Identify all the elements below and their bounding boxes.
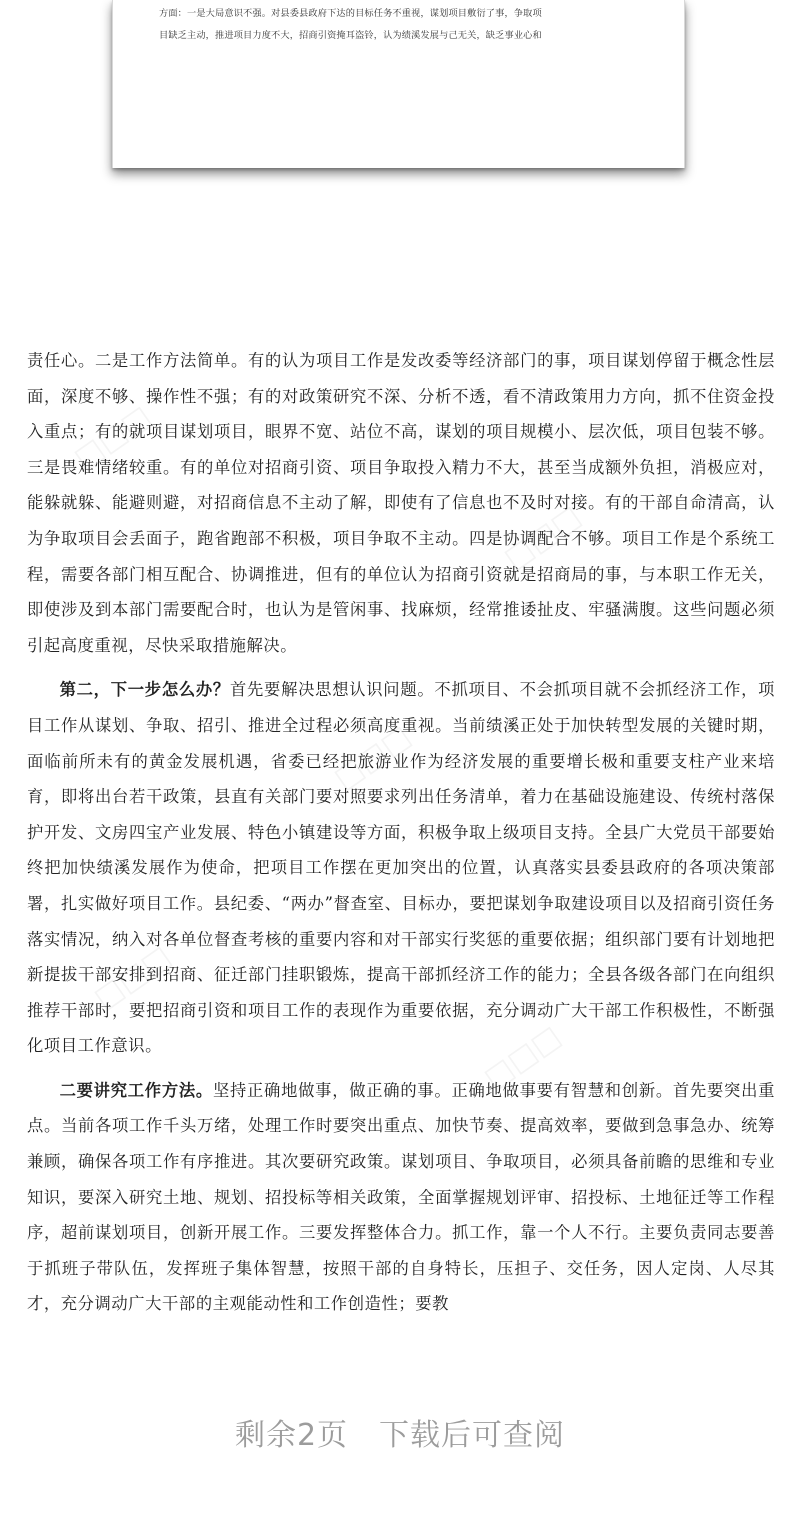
document-body bbox=[27, 343, 775, 1322]
preview-text bbox=[159, 3, 645, 47]
paragraph-text: 首先要解决思想认识问题。不抓项目、不会抓项目就不会抓经济工作，项目工作从谋划、争取、招引、推进全过程必须高度重视。当前绩溪正处于加快转型发展的关键时期，面临前所未有的黄金发展机遇，省委已经把旅游业作为经济发展的重要增长极和重要支柱产业来培育，即将出台若干政策，县直有关部门要对照要求列出任务清单，着力在基础设施建设、传统村落保护开发、文房四宝产业发展、特色小镇建设等方面，积极争取上级项目支持。全县广大党员干部要始终把加快绩溪发展作为使命，把项目工作摆在更加突出的位置，认真落实县委县政府的各项决策部署，扎实做好项目工作。县纪委、“两办”督查室、目标办，要把谋划争取建设项目以及招商引资任务落实情况，纳入对各单位督查考核的重要内容和对干部实行奖惩的重要依据；组织部门要有计划地把新提拔干部安排到招商、征迁部门挂职锻炼，提高干部抓经济工作的能力；全县各级各部门在向组织推荐干部时，要把招商引资和项目工作的表现作为重要依据，充分调动广大干部工作积极性，不断强化项目工作意识。 bbox=[27, 680, 775, 1056]
watermark: □□□ bbox=[87, 938, 178, 1017]
paragraph-work-methods bbox=[27, 1073, 775, 1322]
paragraph-next-steps bbox=[27, 672, 775, 1064]
preview-line: 目缺乏主动，推进项目力度不大，招商引资掩耳盗铃，认为绩溪发展与己无关，缺乏事业心和 bbox=[159, 30, 542, 41]
paragraph-problems: 责任心。二是工作方法简单。有的认为项目工作是发改委等经济部门的事，项目谋划停留于概念性层面，深度不够、操作性不强；有的对政策研究不深、分析不透，看不清政策用力方向，抓不住资金投入重点；有的就项目谋划项目，眼界不宽、站位不高，谋划的项目规模小、层次低，项目包装不够。三是畏难情绪较重。有的单位对招商引资、项目争取投入精力不大，甚至当成额外负担，消极应对，能躲就躲、能避则避，对招商信息不主动了解，即使有了信息也不及时对接。有的干部自命清高，认为争取项目会丢面子，跑省跑部不积极，项目争取不主动。四是协调配合不够。项目工作是个系统工程，需要各部门相互配合、协调推进，但有的单位认为招商引资就是招商局的事，与本职工作无关，即使涉及到本部门需要配合时，也认为是管闲事、找麻烦，经常推诿扯皮、牢骚满腹。这些问题必须引起高度重视，尽快采取措施解决。 bbox=[27, 351, 775, 655]
document-preview-card bbox=[112, 0, 685, 168]
watermark: □□□ bbox=[497, 498, 588, 577]
section-heading: 二要讲究工作方法。 bbox=[59, 1080, 213, 1100]
watermark: □□□ bbox=[67, 398, 158, 477]
watermark: □□□ bbox=[327, 718, 418, 797]
paragraph-text: 坚持正确地做事，做正确的事。正确地做事要有智慧和创新。首先要突出重点。当前各项工作千头万绪，处理工作时要突出重点、加快节奏、提高效率，要做到急事急办、统筹兼顾，确保各项工作有序推进。其次要研究政策。谋划项目、争取项目，必须具备前瞻的思维和专业知识，要深入研究土地、规划、招投标等相关政策，全面掌握规划评审、招投标、土地征迁等工作程序，超前谋划项目，创新开展工作。三要发挥整体合力。抓工作，靠一个人不行。主要负责同志要善于抓班子带队伍，发挥班子集体智慧，按照干部的自身特长，压担子、交任务，因人定岗、人尽其才，充分调动广大干部的主观能动性和工作创造性；要教 bbox=[27, 1080, 775, 1314]
watermark: □□□ bbox=[477, 1018, 568, 1097]
download-prompt[interactable]: 剩余2页 下载后可查阅 bbox=[234, 1418, 566, 1453]
section-heading: 第二，下一步怎么办？ bbox=[59, 680, 230, 700]
preview-line: 方面：一是大局意识不强。对县委县政府下达的目标任务不重视，谋划项目敷衍了事，争取项 bbox=[159, 8, 542, 19]
